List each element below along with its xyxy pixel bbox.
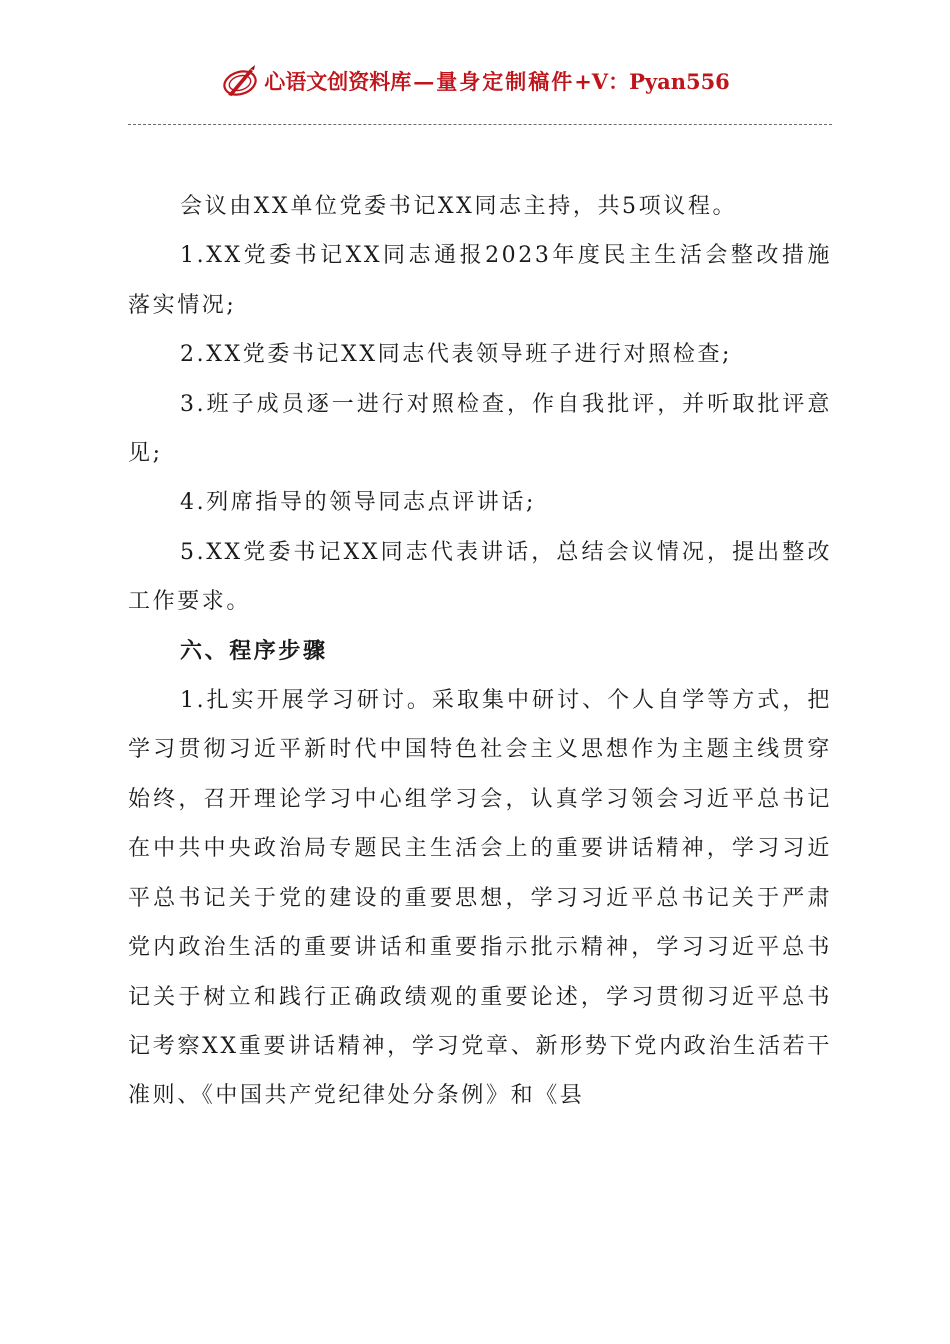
page-header	[0, 56, 950, 106]
agenda-item: 3.班子成员逐一进行对照检查，作自我批评，并听取批评意见;	[128, 391, 832, 467]
header-dash: —	[413, 69, 435, 94]
section-heading: 六、程序步骤	[180, 637, 328, 664]
header-slogan: 量身定制稿件	[436, 69, 575, 94]
document-body	[128, 182, 832, 1121]
brand-name: 心语文创资料库	[264, 69, 412, 94]
agenda-item: 4.列席指导的领导同志点评讲话;	[180, 490, 537, 516]
header-contact: +V：Pyan556	[574, 69, 730, 94]
pen-swirl-logo-icon	[220, 61, 260, 101]
agenda-item: 1.XX党委书记XX同志通报2023年度民主生活会整改措施落实情况;	[128, 243, 832, 318]
header-title	[264, 66, 730, 96]
intro-paragraph: 会议由XX单位党委书记XX同志主持，共5项议程。	[180, 194, 738, 219]
header-divider	[128, 124, 832, 125]
agenda-item: 2.XX党委书记XX同志代表领导班子进行对照检查;	[180, 342, 733, 368]
step-paragraph: 1.扎实开展学习研讨。采取集中研讨、个人自学等方式，把学习贯彻习近平新时代中国特色社会主义思想作为主题主线贯穿始终，召开理论学习中心组学习会，认真学习领会习近平总书记在中共中央政治局专题民主生活会上的重要讲话精神，学习习近平总书记关于党的建设的重要思想，学习习近平总书记关于严肃党内政治生活的重要讲话和重要指示批示精神，学习习近平总书记关于树立和践行正确政绩观的重要论述，学习贯彻习近平总书记考察XX重要讲话精神，学习党章、新形势下党内政治生活若干准则、《中国共产党纪律处分条例》和《县	[128, 688, 832, 1109]
agenda-item: 5.XX党委书记XX同志代表讲话，总结会议情况，提出整改工作要求。	[128, 539, 832, 615]
